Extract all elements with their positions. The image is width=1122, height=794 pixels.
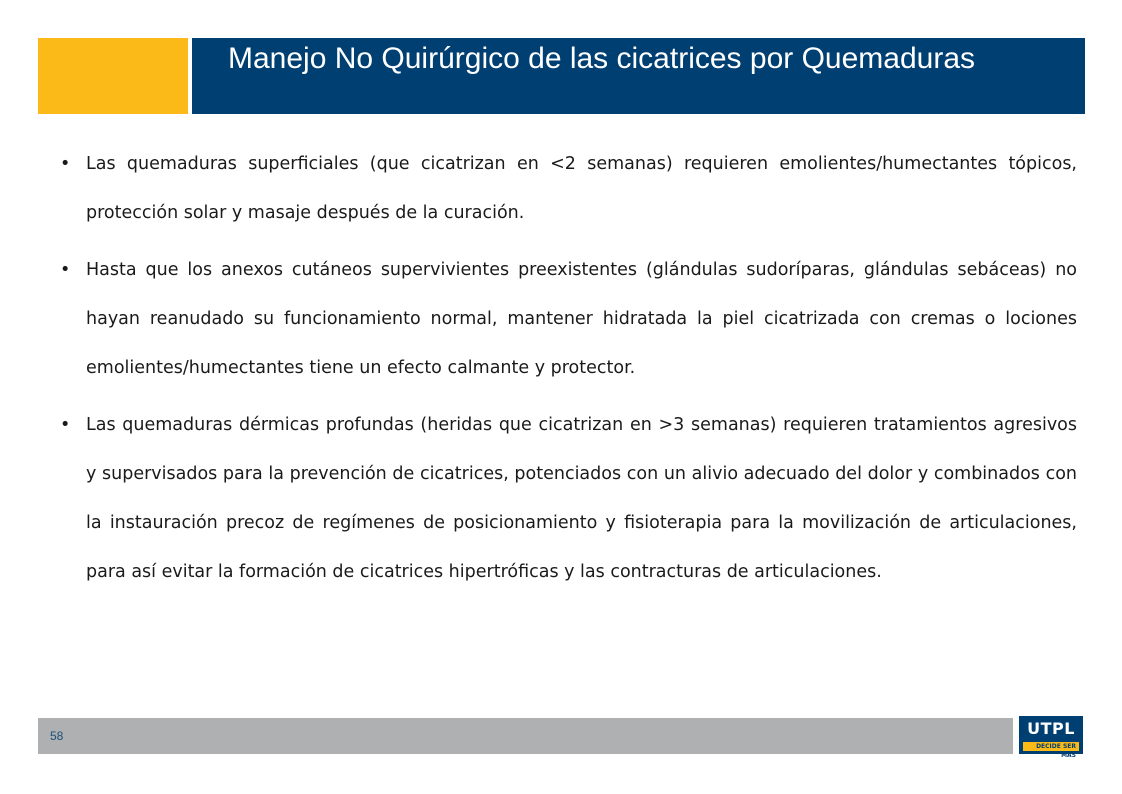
slide-content: [60, 140, 1077, 605]
utpl-logo: [1019, 716, 1083, 759]
bullet-item-3: • Las quemaduras dérmicas profundas (heridas que cicatrizan en >3 semanas) requieren tratamientos agresivos y supervisados para la prevención de cicatrices, potenciados con un alivio adecuado del dolor y combinados con la instauración precoz de regímenes de posicionamiento y fisioterapia para la movilización de articulaciones, para así evitar la formación de cicatrices hipertróficas y las contracturas de articulaciones.: [60, 401, 1077, 597]
footer-bar: [38, 718, 1013, 754]
logo-tagline: DECIDE SER MÁS: [1023, 742, 1079, 751]
bullet-item-2: • Hasta que los anexos cutáneos supervivientes preexistentes (glándulas sudoríparas, glándulas sebáceas) no hayan reanudado su funcionamiento normal, mantener hidratada la piel cicatrizada con cremas o lociones emolientes/humectantes tiene un efecto calmante y protector.: [60, 246, 1077, 393]
title-bar: [192, 38, 1085, 114]
bullet-item-1: • Las quemaduras superficiales (que cicatrizan en <2 semanas) requieren emolientes/humectantes tópicos, protección solar y masaje después de la curación.: [60, 140, 1077, 238]
header-accent-block: [38, 38, 188, 114]
slide-title: Manejo No Quirúrgico de las cicatrices por Quemaduras: [228, 42, 975, 75]
page-number: 58: [50, 729, 64, 743]
logo-text: UTPL: [1027, 719, 1075, 738]
